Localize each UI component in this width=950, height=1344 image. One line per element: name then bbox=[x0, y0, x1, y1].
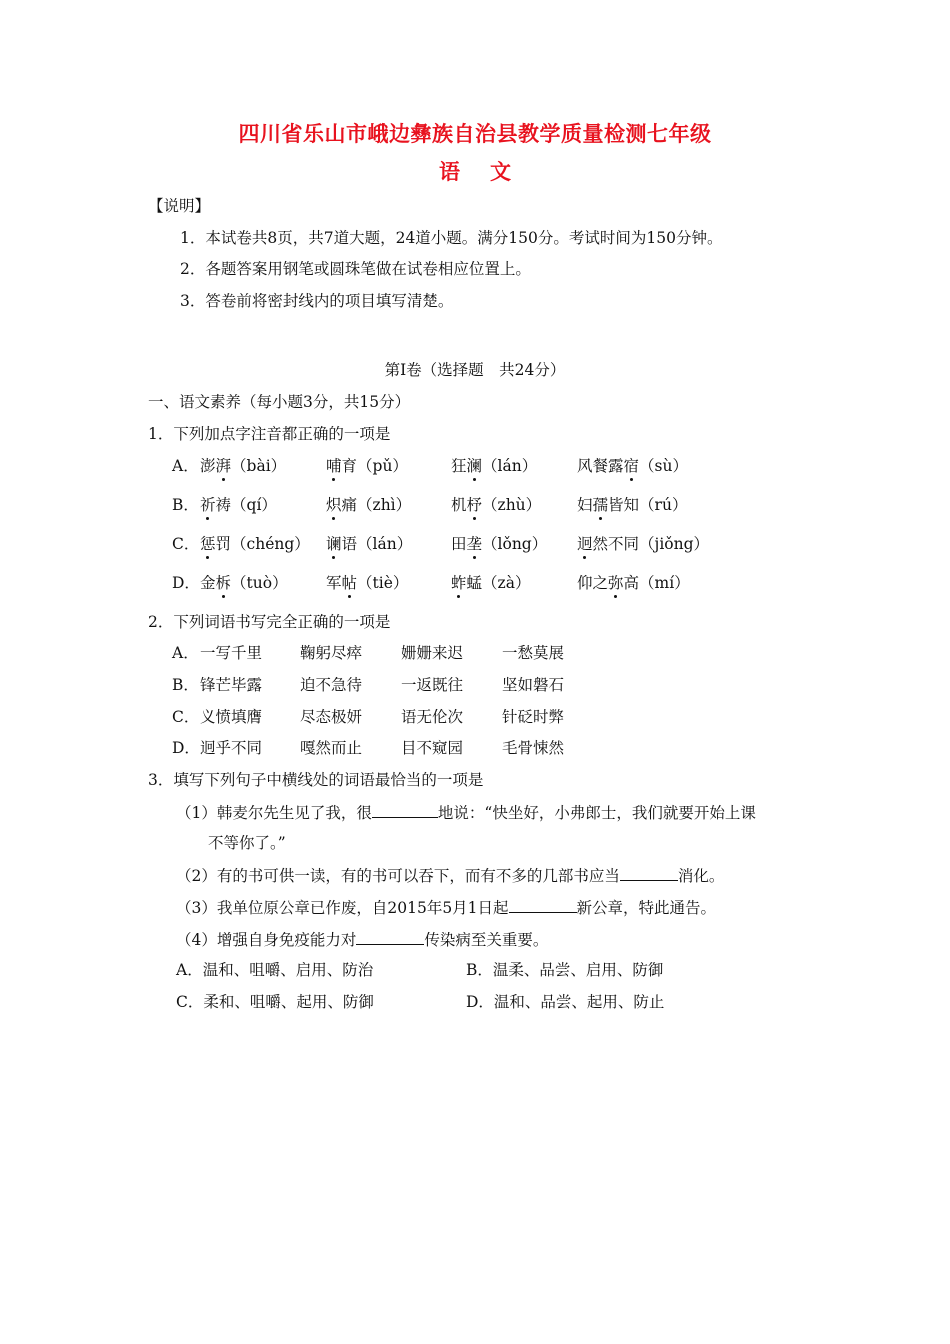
exam-title: 四川省乐山市峨边彝族自治县教学质量检测七年级 bbox=[238, 122, 712, 146]
option-label: C． bbox=[172, 535, 200, 553]
option-c: C．柔和、咀嚼、起用、防御 bbox=[176, 993, 374, 1011]
pinyin-text: （bài） bbox=[231, 457, 287, 475]
dotted-character: 孺 bbox=[592, 496, 609, 514]
dotted-character: 宿 bbox=[623, 457, 640, 475]
word-text: 军 bbox=[326, 574, 342, 592]
option-label: C． bbox=[172, 708, 200, 726]
word-text: 祷 bbox=[215, 496, 232, 514]
fill-blank bbox=[620, 865, 678, 881]
word-item: 嘎然而止 bbox=[300, 739, 363, 757]
sentence-1 bbox=[176, 802, 756, 823]
dotted-character: 蚱 bbox=[451, 574, 467, 592]
word-item: 一写千里 bbox=[200, 644, 263, 662]
sentence-number: （1） bbox=[176, 804, 217, 822]
sentence-number: （3） bbox=[176, 899, 217, 917]
word-text: 澎 bbox=[200, 457, 216, 475]
dotted-character: 祈 bbox=[200, 496, 216, 514]
word-text: 高 bbox=[623, 574, 640, 592]
sentence-2 bbox=[176, 865, 724, 886]
word-item: 目不窥园 bbox=[401, 739, 464, 757]
word-item: 一愁莫展 bbox=[502, 644, 565, 662]
pinyin-item bbox=[451, 573, 530, 593]
option-a: A．温和、咀嚼、启用、防治 bbox=[176, 961, 374, 979]
sentence-text: 传染病至关重要。 bbox=[424, 931, 549, 949]
word-text: 金 bbox=[200, 574, 216, 592]
word-text: 仰之 bbox=[577, 574, 609, 592]
sentence-text: 地说：“快坐好，小弗郎士，我们就要开始上课 bbox=[437, 804, 756, 822]
word-text: 罚 bbox=[215, 535, 232, 553]
word-item: 尽态极妍 bbox=[300, 708, 363, 726]
word-item: 迫不急待 bbox=[300, 676, 363, 694]
pinyin-item bbox=[451, 456, 537, 476]
word-text: 痛 bbox=[341, 496, 358, 514]
pinyin-item bbox=[451, 495, 541, 515]
fill-blank bbox=[356, 929, 424, 945]
word-text: 蜢 bbox=[466, 574, 483, 592]
pinyin-item bbox=[577, 573, 690, 593]
pinyin-text: （jiǒng） bbox=[639, 535, 710, 553]
pinyin-text: （zà） bbox=[482, 574, 531, 592]
pinyin-item bbox=[326, 534, 412, 554]
dotted-character: 谰 bbox=[326, 535, 342, 553]
dotted-character: 哺 bbox=[326, 457, 342, 475]
dotted-character: 弥 bbox=[608, 574, 624, 592]
option-label: A． bbox=[172, 457, 199, 475]
word-item: 锋芒毕露 bbox=[200, 676, 263, 694]
pinyin-text: （zhì） bbox=[357, 496, 412, 514]
pinyin-item bbox=[451, 534, 547, 554]
option-label: D． bbox=[172, 574, 200, 592]
pinyin-text: （tuò） bbox=[231, 574, 288, 592]
word-text: 然不同 bbox=[592, 535, 640, 553]
part-heading: 第Ⅰ卷（选择题 共24分） bbox=[384, 361, 566, 379]
pinyin-text: （qí） bbox=[231, 496, 277, 514]
sentence-number: （4） bbox=[176, 931, 217, 949]
sentence-3 bbox=[176, 897, 716, 918]
pinyin-item bbox=[577, 495, 687, 515]
pinyin-item bbox=[200, 573, 288, 593]
pinyin-item bbox=[326, 456, 408, 476]
pinyin-text: （lǒng） bbox=[482, 535, 548, 553]
word-text: 狂 bbox=[451, 457, 467, 475]
pinyin-text: （lán） bbox=[482, 457, 538, 475]
dotted-character: 炽 bbox=[326, 496, 342, 514]
word-text: 田 bbox=[451, 535, 467, 553]
pinyin-text: （pǔ） bbox=[357, 457, 408, 475]
section-heading: 一、语文素养（每小题3分，共15分） bbox=[148, 393, 411, 411]
sentence-text: 增强自身免疫能力对 bbox=[216, 931, 357, 949]
dotted-character: 杼 bbox=[466, 496, 483, 514]
dotted-character: 柝 bbox=[215, 574, 232, 592]
pinyin-item bbox=[577, 456, 688, 476]
word-text: 妇 bbox=[577, 496, 593, 514]
dotted-character: 垄 bbox=[466, 535, 483, 553]
option-b: B．温柔、品尝、启用、防御 bbox=[466, 961, 664, 979]
pinyin-item bbox=[200, 456, 286, 476]
instruction-item: 3．答卷前将密封线内的项目填写清楚。 bbox=[180, 292, 454, 310]
question-1-stem: 1．下列加点字注音都正确的一项是 bbox=[148, 425, 391, 443]
sentence-text: 消化。 bbox=[677, 867, 725, 885]
question-3-stem: 3．填写下列句子中横线处的词语最恰当的一项是 bbox=[148, 771, 484, 789]
word-text: 风餐露 bbox=[577, 457, 624, 475]
dotted-character: 迥 bbox=[577, 535, 593, 553]
word-item: 一返既往 bbox=[401, 676, 464, 694]
sentence-text: 新公章，特此通告。 bbox=[576, 899, 717, 917]
pinyin-text: （sù） bbox=[639, 457, 688, 475]
word-text: 育 bbox=[341, 457, 358, 475]
instruction-item: 1．本试卷共8页，共7道大题，24道小题。满分150分。考试时间为150分钟。 bbox=[180, 229, 723, 247]
question-2-stem: 2．下列词语书写完全正确的一项是 bbox=[148, 613, 391, 631]
option-label: D． bbox=[172, 739, 200, 757]
sentence-1-continuation: 不等你了。” bbox=[208, 834, 286, 852]
pinyin-item bbox=[326, 495, 411, 515]
pinyin-item bbox=[326, 573, 408, 593]
word-item: 姗姗来迟 bbox=[401, 644, 464, 662]
subject-title: 语文 bbox=[439, 160, 541, 184]
pinyin-item bbox=[200, 495, 277, 515]
instructions-heading: 【说明】 bbox=[148, 197, 211, 215]
dotted-character: 惩 bbox=[200, 535, 216, 553]
pinyin-text: （zhù） bbox=[482, 496, 542, 514]
word-item: 义愤填膺 bbox=[200, 708, 263, 726]
instruction-item: 2．各题答案用钢笔或圆珠笔做在试卷相应位置上。 bbox=[180, 260, 531, 278]
word-text: 机 bbox=[451, 496, 467, 514]
word-item: 坚如磐石 bbox=[502, 676, 565, 694]
word-item: 毛骨悚然 bbox=[502, 739, 565, 757]
pinyin-text: （lán） bbox=[357, 535, 413, 553]
pinyin-text: （mí） bbox=[639, 574, 690, 592]
option-d: D．温和、品尝、起用、防止 bbox=[466, 993, 665, 1011]
fill-blank bbox=[509, 897, 577, 913]
word-item: 迥乎不同 bbox=[200, 739, 263, 757]
option-label: A． bbox=[172, 644, 199, 662]
option-label: B． bbox=[172, 496, 199, 514]
pinyin-text: （chéng） bbox=[231, 535, 310, 553]
word-item: 针砭时弊 bbox=[502, 708, 565, 726]
pinyin-item bbox=[200, 534, 310, 554]
dotted-character: 帖 bbox=[341, 574, 358, 592]
fill-blank bbox=[372, 802, 438, 818]
dotted-character: 湃 bbox=[215, 457, 232, 475]
sentence-text: 我单位原公章已作废，自2015年5月1日起 bbox=[216, 899, 509, 917]
sentence-number: （2） bbox=[176, 867, 217, 885]
pinyin-item bbox=[577, 534, 709, 554]
sentence-4 bbox=[176, 929, 548, 950]
sentence-text: 韩麦尔先生见了我，很 bbox=[216, 804, 372, 822]
sentence-text: 有的书可供一读，有的书可以吞下，而有不多的几部书应当 bbox=[216, 867, 620, 885]
word-text: 皆知 bbox=[608, 496, 640, 514]
pinyin-text: （rú） bbox=[639, 496, 688, 514]
pinyin-text: （tiè） bbox=[357, 574, 409, 592]
word-item: 鞠躬尽瘁 bbox=[300, 644, 363, 662]
word-text: 语 bbox=[341, 535, 358, 553]
word-item: 语无伦次 bbox=[401, 708, 464, 726]
dotted-character: 澜 bbox=[466, 457, 483, 475]
option-label: B． bbox=[172, 676, 199, 694]
